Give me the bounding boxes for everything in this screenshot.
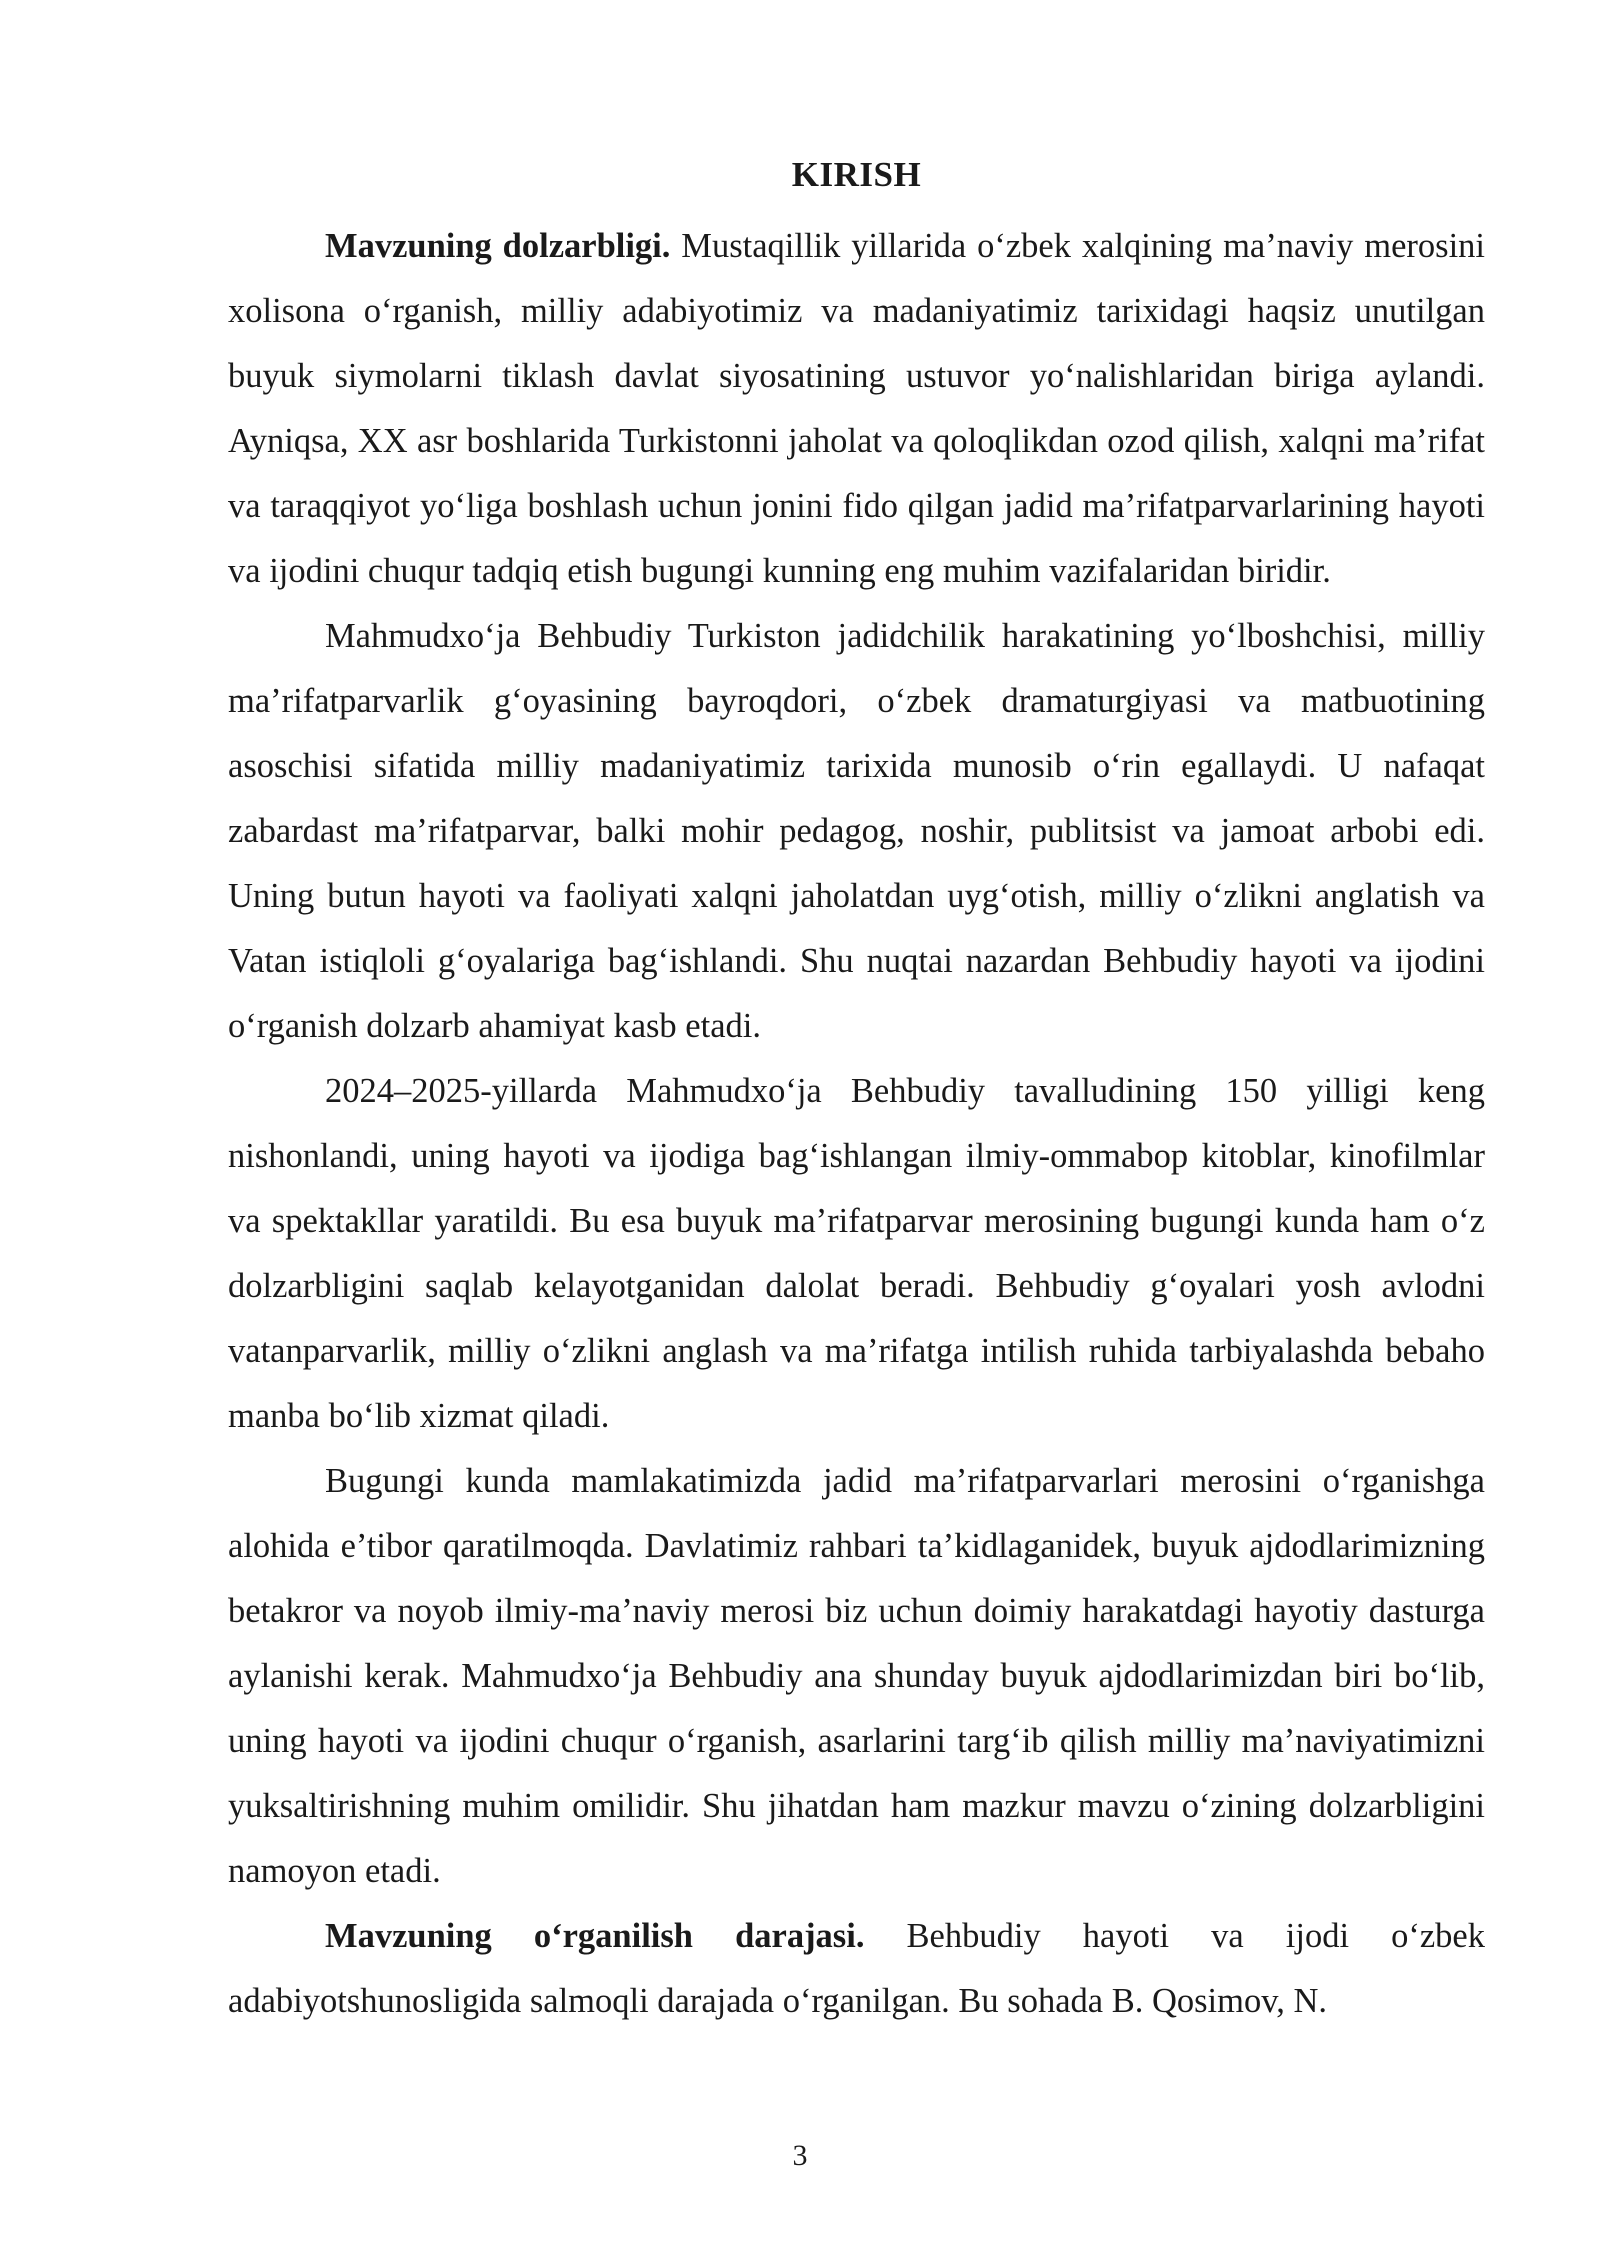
paragraph-behbudiy-role	[228, 604, 1485, 1059]
page-number: 3	[792, 2139, 808, 2172]
section-heading: KIRISH	[791, 155, 922, 194]
paragraph-text: Mahmudxo‘ja Behbudiy Turkiston jadidchilik harakatining yo‘lboshchisi, milliy ma’rifatparvarlik g‘oyasining bayroqdori, o‘zbek dramaturgiyasi va matbuotining asoschisi sifatida milliy madaniyatimiz tarixida munosib o‘rin egallaydi. U nafaqat zabardast ma’rifatparvar, balki mohir pedagog, noshir, publitsist va jamoat arbobi edi. Uning butun hayoti va faoliyati xalqni jaholatdan uyg‘otish, milliy o‘zlikni anglatish va Vatan istiqloli g‘oyalariga bag‘ishlandi. Shu nuqtai nazardan Behbudiy hayoti va ijodini o‘rganish dolzarb ahamiyat kasb etadi.	[228, 617, 1485, 1045]
paragraph-text: Bugungi kunda mamlakatimizda jadid ma’rifatparvarlari merosini o‘rganishga alohida e’tibor qaratilmoqda. Davlatimiz rahbari ta’kidlaganidek, buyuk ajdodlarimizning betakror va noyob ilmiy-ma’naviy merosi biz uchun doimiy harakatdagi hayotiy dasturga aylanishi kerak. Mahmudxo‘ja Behbudiy ana shunday buyuk ajdodlarimizdan biri bo‘lib, uning hayoti va ijodini chuqur o‘rganish, asarlarini targ‘ib qilish milliy ma’naviyatimizni yuksaltirishning muhim omilidir. Shu jihatdan ham mazkur mavzu o‘zining dolzarbligini namoyon etadi.	[228, 1462, 1485, 1890]
paragraph-text: 2024–2025-yillarda Mahmudxo‘ja Behbudiy tavalludining 150 yilligi keng nishonlandi, uning hayoti va ijodiga bag‘ishlangan ilmiy-ommabop kitoblar, kinofilmlar va spektakllar yaratildi. Bu esa buyuk ma’rifatparvar merosining bugungi kunda ham o‘z dolzarbligini saqlab kelayotganidan dalolat beradi. Behbudiy g‘oyalari yosh avlodni vatanparvarlik, milliy o‘zlikni anglash va ma’rifatga intilish ruhida tarbiyalashda bebaho manba bo‘lib xizmat qiladi.	[228, 1072, 1485, 1435]
paragraph-text: Behbudiy hayoti va ijodi o‘zbek adabiyotshunosligida salmoqli darajada o‘rganilgan. Bu sohada B. Qosimov, N.	[228, 1917, 1485, 2020]
paragraph-text: Mustaqillik yillarida o‘zbek xalqining ma’naviy merosini xolisona o‘rganish, milliy adabiyotimiz va madaniyatimiz tarixidagi haqsiz unutilgan buyuk siymolarni tiklash davlat siyosatining ustuvor yo‘nalishlaridan biriga aylandi. Ayniqsa, XX asr boshlarida Turkistonni jaholat va qoloqlikdan ozod qilish, xalqni ma’rifat va taraqqiyot yo‘liga boshlash uchun jonini fido qilgan jadid ma’rifatparvarlarining hayoti va ijodini chuqur tadqiq etish bugungi kunning eng muhim vazifalaridan biridir.	[228, 227, 1485, 590]
paragraph-lead: Mavzuning dolzarbligi.	[325, 227, 671, 265]
paragraph-lead: Mavzuning o‘rganilish darajasi.	[325, 1917, 865, 1955]
page-body	[228, 148, 1485, 2034]
paragraph-anniversary	[228, 1059, 1485, 1449]
paragraph-relevance	[228, 214, 1485, 604]
paragraph-study-level	[228, 1904, 1485, 2034]
paragraph-heritage-study	[228, 1449, 1485, 1904]
